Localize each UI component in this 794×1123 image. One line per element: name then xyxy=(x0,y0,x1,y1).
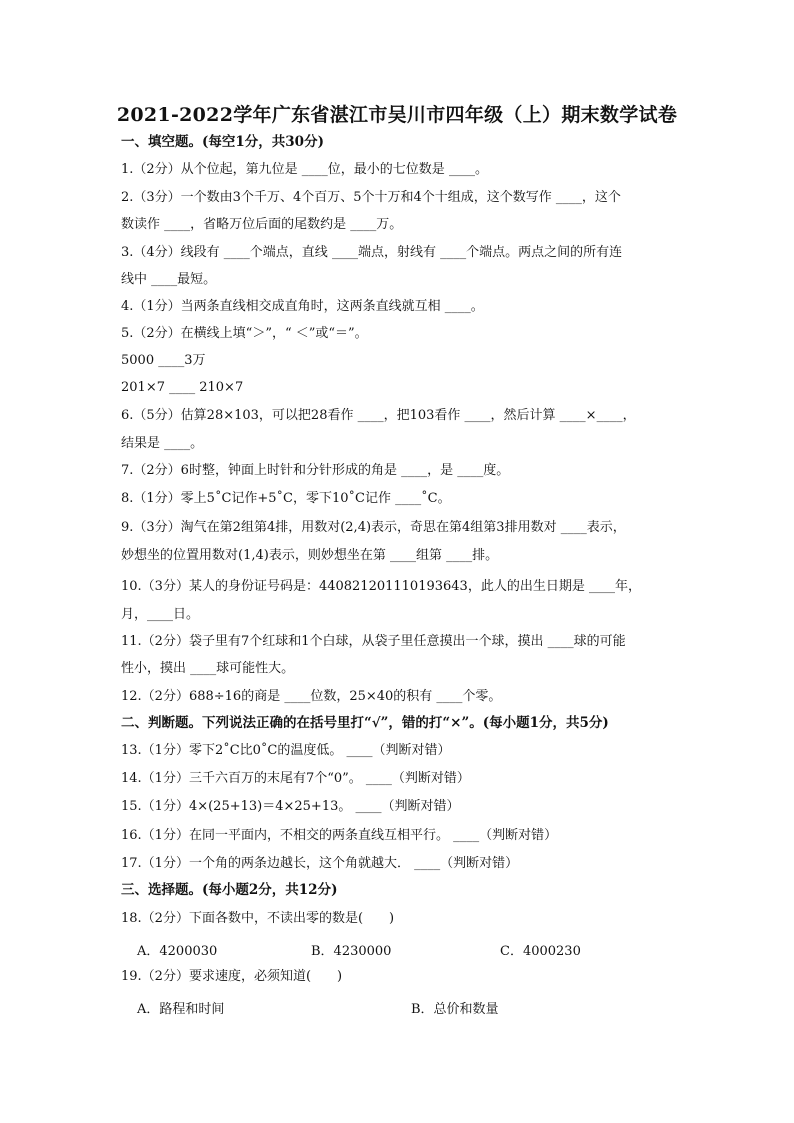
question-8: 8.（1分）零上5˚C记作+5˚C，零下10˚C记作 ____˚C。 xyxy=(121,491,451,506)
question-18-option-a: A．4200030 xyxy=(137,944,218,959)
question-15: 15.（1分）4×(25+13)＝4×25+13。 ____（判断对错） xyxy=(121,799,460,814)
question-18-option-b: B．4230000 xyxy=(311,944,392,959)
question-10-line-1: 10.（3分）某人的身份证号码是：440821201110193643，此人的出生日期是 ____年， xyxy=(121,579,641,594)
question-10-line-2: 月，____日。 xyxy=(121,607,200,622)
section-choice-heading: 三、选择题。(每小题2分，共12分) xyxy=(121,882,338,898)
question-2-line-1: 2.（3分）一个数由3个千万、4个百万、5个十万和4个十组成，这个数写作 ____，这个 xyxy=(121,190,621,205)
question-11-line-1: 11.（2分）袋子里有7个红球和1个白球，从袋子里任意摸出一个球，摸出 ____球的可能 xyxy=(121,634,626,649)
question-9-line-2: 妙想坐的位置用数对(1,4)表示，则妙想坐在第 ____组第 ____排。 xyxy=(121,548,499,563)
question-16: 16.（1分）在同一平面内，不相交的两条直线互相平行。 ____（判断对错） xyxy=(121,828,558,843)
question-5: 5.（2分）在横线上填“＞”，“ ＜”或“＝”。 xyxy=(121,326,368,341)
question-11-line-2: 性小，摸出 ____球可能性大。 xyxy=(121,661,295,676)
question-14: 14.（1分）三千六百万的末尾有7个“0”。 ____（判断对错） xyxy=(121,771,470,786)
question-4: 4.（1分）当两条直线相交成直角时，这两条直线就互相 ____。 xyxy=(121,299,484,314)
question-19-option-a: A．路程和时间 xyxy=(137,1002,225,1017)
question-19-option-b: B．总价和数量 xyxy=(411,1002,499,1017)
question-19: 19.（2分）要求速度，必须知道( ) xyxy=(121,969,343,984)
question-7: 7.（2分）6时整，钟面上时针和分针形成的角是 ____，是 ____度。 xyxy=(121,463,510,478)
question-17: 17.（1分）一个角的两条边越长，这个角就越大． ____（判断对错） xyxy=(121,856,519,871)
question-18-option-c: C．4000230 xyxy=(500,944,581,959)
question-12: 12.（2分）688÷16的商是 ____位数，25×40的积有 ____个零。 xyxy=(121,689,502,704)
question-6-line-2: 结果是 ____。 xyxy=(121,436,204,451)
question-3-line-1: 3.（4分）线段有 ____个端点，直线 ____端点，射线有 ____个端点。两点之间的所有连 xyxy=(121,245,623,260)
section-fill-blank-heading: 一、填空题。(每空1分，共30分) xyxy=(121,134,324,150)
question-2-line-2: 数读作 ____，省略万位后面的尾数约是 ____万。 xyxy=(121,217,403,232)
question-13: 13.（1分）零下2˚C比0˚C的温度低。 ____（判断对错） xyxy=(121,743,451,758)
question-18: 18.（2分）下面各数中，不读出零的数是( ) xyxy=(121,911,395,926)
section-true-false-heading: 二、判断题。下列说法正确的在括号里打“√”，错的打“×”。(每小题1分，共5分) xyxy=(121,715,609,731)
question-3-line-2: 线中 ____最短。 xyxy=(121,272,217,287)
question-6-line-1: 6.（5分）估算28×103，可以把28看作 ____，把103看作 ____，然后计算 ____×____， xyxy=(121,408,636,423)
exam-title: 2021-2022学年广东省湛江市吴川市四年级（上）期末数学试卷 xyxy=(116,104,678,126)
question-1: 1.（2分）从个位起，第九位是 ____位，最小的七位数是 ____。 xyxy=(121,162,488,177)
question-5-item-2: 201×7 ____ 210×7 xyxy=(121,380,244,395)
question-5-item-1: 5000 ____3万 xyxy=(121,353,206,368)
question-9-line-1: 9.（3分）淘气在第2组第4排，用数对(2,4)表示，奇思在第4组第3排用数对 ____表示， xyxy=(121,520,626,535)
